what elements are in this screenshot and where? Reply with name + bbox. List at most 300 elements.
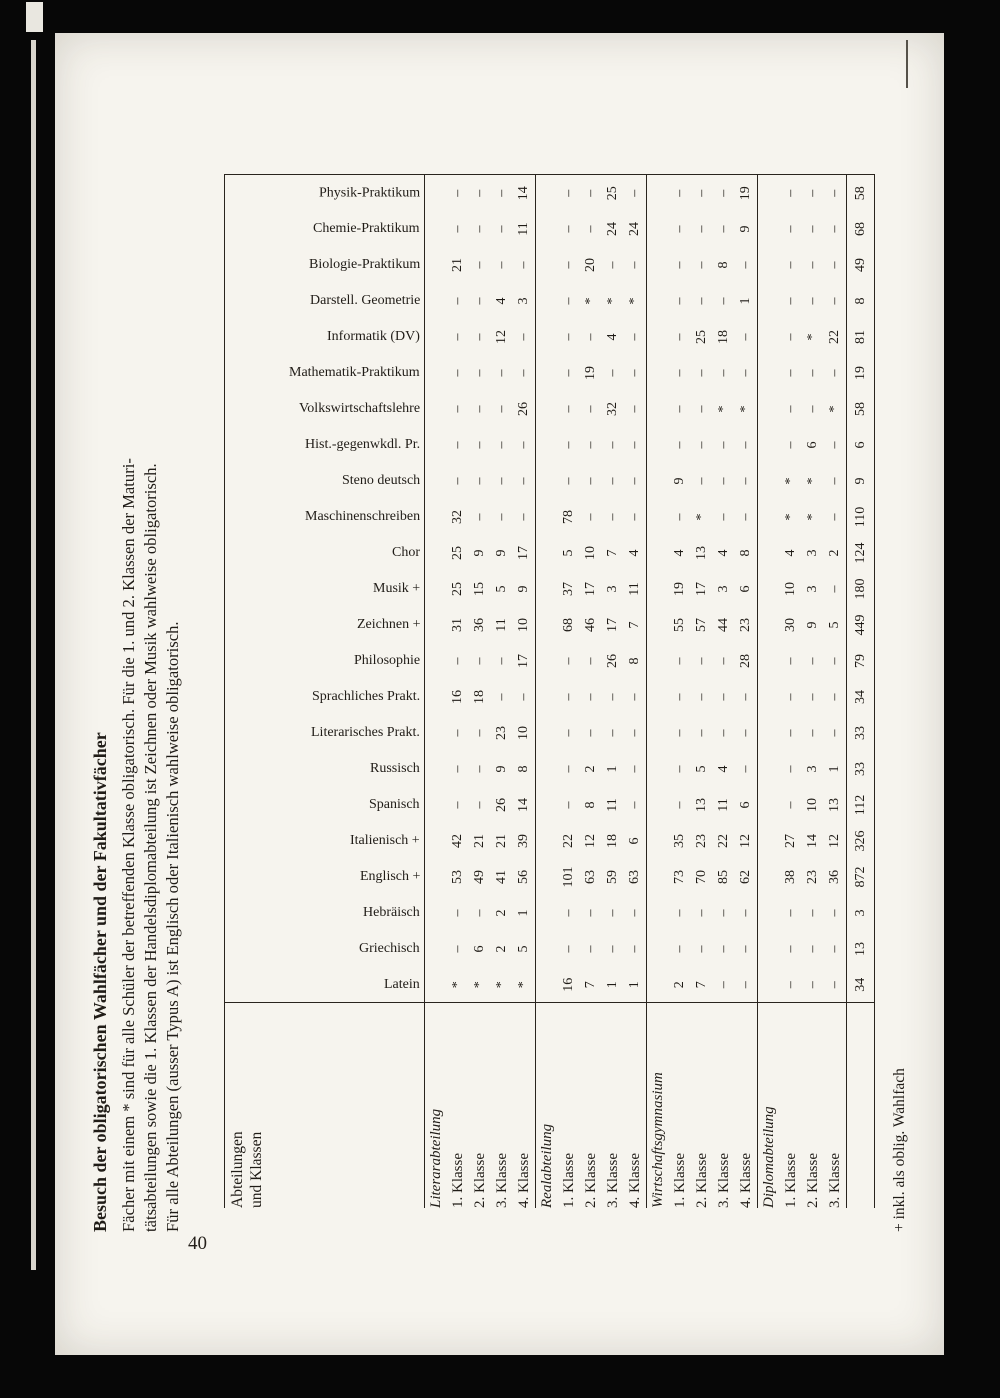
value-cell bbox=[425, 751, 448, 787]
value-cell: – bbox=[516, 369, 531, 377]
column-header bbox=[225, 679, 425, 715]
value-cell bbox=[647, 319, 670, 355]
value-cell bbox=[425, 859, 448, 895]
value-cell: – bbox=[716, 369, 731, 377]
value-cell: – bbox=[694, 909, 709, 917]
value-cell: 30 bbox=[783, 618, 798, 632]
value-cell: – bbox=[827, 297, 842, 305]
class-row bbox=[780, 175, 802, 1208]
value-cell: – bbox=[783, 369, 798, 377]
value-cell: 63 bbox=[583, 870, 598, 884]
value-cell: – bbox=[605, 513, 620, 521]
value-cell: – bbox=[583, 513, 598, 521]
value-cell: – bbox=[580, 175, 602, 211]
row-label: 4. Klasse bbox=[515, 1153, 532, 1208]
value-cell: – bbox=[672, 657, 687, 665]
column-header-label: Englisch + bbox=[359, 869, 420, 884]
column-header-label: Philosophie bbox=[353, 653, 420, 668]
column-header-label: Biologie-Praktikum bbox=[308, 257, 420, 272]
value-cell: 33 bbox=[847, 751, 875, 787]
value-cell: 19 bbox=[672, 582, 687, 596]
value-cell: 25 bbox=[602, 175, 624, 211]
value-cell: – bbox=[472, 441, 487, 449]
value-cell bbox=[758, 211, 781, 247]
value-cell: – bbox=[583, 225, 598, 233]
value-cell: 6 bbox=[805, 441, 820, 449]
value-cell: – bbox=[605, 261, 620, 269]
value-cell: – bbox=[805, 729, 820, 737]
value-cell: 18 bbox=[605, 834, 620, 848]
group-label: Realabteilung bbox=[536, 1003, 559, 1208]
value-cell: – bbox=[472, 297, 487, 305]
column-header-label: Chor bbox=[392, 545, 420, 560]
value-cell: – bbox=[494, 477, 509, 485]
value-cell: 21 bbox=[472, 834, 487, 848]
totals-row bbox=[847, 175, 875, 1208]
column-header-label: Latein bbox=[384, 976, 420, 992]
value-cell bbox=[758, 499, 781, 535]
value-cell: 10 bbox=[805, 798, 820, 812]
column-header-label: Volkswirtschaftslehre bbox=[298, 401, 420, 416]
value-cell: – bbox=[494, 657, 509, 665]
value-cell: 36 bbox=[827, 870, 842, 884]
column-header bbox=[225, 715, 425, 751]
row-label: 1. Klasse bbox=[671, 1153, 688, 1208]
value-cell: – bbox=[516, 261, 531, 269]
column-header-label: Russisch bbox=[370, 761, 420, 776]
value-cell: 23 bbox=[805, 870, 820, 884]
value-cell: – bbox=[627, 945, 642, 953]
value-cell: – bbox=[472, 477, 487, 485]
value-cell: 42 bbox=[450, 834, 465, 848]
value-cell: – bbox=[738, 513, 753, 521]
value-cell: – bbox=[450, 225, 465, 233]
value-cell: 53 bbox=[450, 870, 465, 884]
value-cell bbox=[536, 247, 559, 283]
value-cell: – bbox=[627, 765, 642, 773]
value-cell: – bbox=[738, 693, 753, 701]
value-cell: 23 bbox=[494, 726, 509, 740]
value-cell: – bbox=[805, 261, 820, 269]
value-cell: * bbox=[469, 967, 491, 1003]
value-cell: * bbox=[716, 405, 731, 413]
value-cell: 8 bbox=[716, 261, 731, 269]
value-cell bbox=[425, 931, 448, 967]
value-cell: – bbox=[472, 909, 487, 917]
value-cell: – bbox=[672, 513, 687, 521]
value-cell: – bbox=[738, 441, 753, 449]
value-cell: 17 bbox=[583, 582, 598, 596]
value-cell: – bbox=[583, 477, 598, 485]
value-cell: – bbox=[561, 477, 576, 485]
value-cell: – bbox=[672, 945, 687, 953]
value-cell: 34 bbox=[847, 967, 875, 1003]
column-header bbox=[225, 895, 425, 931]
value-cell: 9 bbox=[738, 225, 753, 233]
value-cell: – bbox=[472, 513, 487, 521]
value-cell: – bbox=[561, 801, 576, 809]
value-cell: – bbox=[583, 945, 598, 953]
value-cell bbox=[425, 427, 448, 463]
class-row bbox=[713, 175, 735, 1208]
value-cell: 180 bbox=[847, 571, 875, 607]
value-cell: – bbox=[561, 729, 576, 737]
value-cell: – bbox=[627, 369, 642, 377]
value-cell: 55 bbox=[672, 618, 687, 632]
row-label: 1. Klasse bbox=[782, 1153, 799, 1208]
value-cell: – bbox=[827, 225, 842, 233]
value-cell: – bbox=[827, 657, 842, 665]
value-cell: 57 bbox=[694, 618, 709, 632]
value-cell bbox=[536, 607, 559, 643]
subjects-table bbox=[224, 175, 875, 1209]
page-number: 40 bbox=[188, 1233, 207, 1254]
value-cell: – bbox=[605, 369, 620, 377]
value-cell: 9 bbox=[472, 549, 487, 557]
value-cell: – bbox=[716, 945, 731, 953]
value-cell: – bbox=[494, 441, 509, 449]
column-header bbox=[225, 319, 425, 355]
value-cell bbox=[758, 571, 781, 607]
value-cell: 9 bbox=[672, 477, 687, 485]
value-cell: – bbox=[561, 441, 576, 449]
value-cell: – bbox=[780, 967, 802, 1003]
value-cell bbox=[647, 211, 670, 247]
value-cell: 9 bbox=[516, 585, 531, 593]
value-cell: 18 bbox=[716, 330, 731, 344]
value-cell: – bbox=[827, 261, 842, 269]
column-header-label: Zeichnen + bbox=[356, 617, 420, 632]
value-cell bbox=[425, 355, 448, 391]
value-cell: – bbox=[450, 729, 465, 737]
value-cell: – bbox=[783, 297, 798, 305]
value-cell: 68 bbox=[561, 618, 576, 632]
value-cell bbox=[647, 463, 670, 499]
value-cell bbox=[425, 535, 448, 571]
value-cell: 19 bbox=[735, 175, 758, 211]
value-cell: 5 bbox=[494, 585, 509, 593]
value-cell: – bbox=[783, 405, 798, 413]
class-row bbox=[735, 175, 758, 1208]
value-cell: – bbox=[516, 693, 531, 701]
group-row bbox=[536, 175, 559, 1208]
value-cell: – bbox=[716, 729, 731, 737]
value-cell: – bbox=[627, 333, 642, 341]
value-cell: 4 bbox=[605, 333, 620, 341]
value-cell: 3 bbox=[516, 297, 531, 305]
value-cell: – bbox=[783, 225, 798, 233]
value-cell: – bbox=[494, 225, 509, 233]
value-cell bbox=[425, 787, 448, 823]
column-header bbox=[225, 751, 425, 787]
value-cell: * bbox=[513, 967, 536, 1003]
value-cell: 11 bbox=[494, 618, 509, 632]
value-cell: – bbox=[694, 297, 709, 305]
book-page bbox=[55, 33, 944, 1355]
value-cell bbox=[758, 859, 781, 895]
value-cell: 4 bbox=[716, 765, 731, 773]
value-cell: 3 bbox=[847, 895, 875, 931]
value-cell: 14 bbox=[516, 798, 531, 812]
value-cell bbox=[758, 463, 781, 499]
value-cell: – bbox=[450, 333, 465, 341]
row-label: 3. Klasse bbox=[715, 1153, 732, 1208]
value-cell: 1 bbox=[605, 765, 620, 773]
value-cell: 3 bbox=[805, 549, 820, 557]
value-cell bbox=[536, 355, 559, 391]
value-cell: – bbox=[672, 261, 687, 269]
value-cell: 59 bbox=[605, 870, 620, 884]
column-header bbox=[225, 607, 425, 643]
value-cell bbox=[758, 319, 781, 355]
value-cell: – bbox=[805, 909, 820, 917]
value-cell: – bbox=[738, 909, 753, 917]
value-cell: 14 bbox=[513, 175, 536, 211]
value-cell: 7 bbox=[627, 621, 642, 629]
value-cell: – bbox=[583, 693, 598, 701]
value-cell: – bbox=[805, 369, 820, 377]
value-cell: – bbox=[494, 261, 509, 269]
value-cell bbox=[647, 175, 670, 211]
column-header-label: Musik + bbox=[372, 581, 420, 596]
column-header bbox=[225, 211, 425, 247]
value-cell: 2 bbox=[494, 945, 509, 953]
value-cell: 11 bbox=[716, 798, 731, 812]
value-cell: 1 bbox=[516, 909, 531, 917]
value-cell bbox=[647, 427, 670, 463]
value-cell: – bbox=[738, 945, 753, 953]
value-cell: – bbox=[583, 441, 598, 449]
value-cell: 78 bbox=[561, 510, 576, 524]
value-cell: – bbox=[472, 657, 487, 665]
value-cell: 2 bbox=[827, 549, 842, 557]
column-header-label: Literarisches Prakt. bbox=[311, 725, 420, 740]
row-label: 2. Klasse bbox=[471, 1153, 488, 1208]
value-cell: 1 bbox=[738, 297, 753, 305]
value-cell: 25 bbox=[450, 582, 465, 596]
value-cell: – bbox=[672, 297, 687, 305]
value-cell bbox=[536, 715, 559, 751]
column-header-label: Maschinenschreiben bbox=[304, 509, 420, 524]
value-cell: 15 bbox=[472, 582, 487, 596]
value-cell: – bbox=[561, 225, 576, 233]
value-cell bbox=[758, 607, 781, 643]
intro-paragraph-line: Für alle Abteilungen (ausser Typus A) ist Englisch oder Italienisch wahlweise obligatorisch. bbox=[163, 621, 182, 1232]
column-header bbox=[225, 535, 425, 571]
group-row bbox=[647, 175, 670, 1208]
value-cell: – bbox=[716, 225, 731, 233]
column-header bbox=[225, 499, 425, 535]
value-cell: – bbox=[694, 729, 709, 737]
group-label: Wirtschaftsgymnasium bbox=[647, 1003, 670, 1208]
value-cell: – bbox=[805, 297, 820, 305]
scan-artifact bbox=[31, 40, 36, 1270]
value-cell: – bbox=[561, 369, 576, 377]
group-row bbox=[425, 175, 448, 1208]
value-cell: – bbox=[472, 225, 487, 233]
value-cell: – bbox=[716, 477, 731, 485]
value-cell bbox=[536, 283, 559, 319]
value-cell: 22 bbox=[827, 330, 842, 344]
column-header-label: Italienisch + bbox=[350, 833, 420, 848]
value-cell: – bbox=[472, 729, 487, 737]
value-cell: 13 bbox=[827, 798, 842, 812]
value-cell: – bbox=[450, 405, 465, 413]
value-cell: – bbox=[516, 333, 531, 341]
value-cell: – bbox=[561, 333, 576, 341]
value-cell bbox=[536, 571, 559, 607]
value-cell: 6 bbox=[738, 585, 753, 593]
value-cell: – bbox=[783, 729, 798, 737]
totals-label bbox=[847, 1003, 875, 1208]
value-cell: 10 bbox=[783, 582, 798, 596]
value-cell: 27 bbox=[783, 834, 798, 848]
value-cell: – bbox=[716, 693, 731, 701]
value-cell: – bbox=[783, 765, 798, 773]
value-cell bbox=[425, 679, 448, 715]
value-cell bbox=[425, 247, 448, 283]
value-cell: 37 bbox=[561, 582, 576, 596]
value-cell: 17 bbox=[605, 618, 620, 632]
value-cell: 17 bbox=[516, 546, 531, 560]
value-cell: – bbox=[738, 333, 753, 341]
value-cell: 49 bbox=[847, 247, 875, 283]
value-cell: 17 bbox=[516, 654, 531, 668]
value-cell bbox=[425, 391, 448, 427]
value-cell: 3 bbox=[805, 765, 820, 773]
value-cell: – bbox=[827, 513, 842, 521]
value-cell bbox=[647, 283, 670, 319]
corner-header-line: Abteilungen bbox=[229, 1131, 246, 1208]
value-cell: – bbox=[738, 261, 753, 269]
value-cell: – bbox=[469, 175, 491, 211]
value-cell: – bbox=[583, 657, 598, 665]
value-cell bbox=[425, 319, 448, 355]
value-cell: – bbox=[716, 909, 731, 917]
value-cell bbox=[647, 931, 670, 967]
value-cell: – bbox=[672, 909, 687, 917]
value-cell: 8 bbox=[627, 657, 642, 665]
value-cell: – bbox=[672, 225, 687, 233]
value-cell bbox=[536, 319, 559, 355]
value-cell: – bbox=[561, 657, 576, 665]
value-cell: – bbox=[824, 175, 847, 211]
value-cell: – bbox=[583, 405, 598, 413]
row-label: 3. Klasse bbox=[604, 1153, 621, 1208]
value-cell: 872 bbox=[847, 859, 875, 895]
document-title: Besuch der obligatorischen Wahlfächer und der Fakultativfächer bbox=[90, 732, 110, 1232]
value-cell bbox=[647, 967, 670, 1003]
value-cell bbox=[758, 175, 781, 211]
value-cell: 23 bbox=[694, 834, 709, 848]
value-cell: – bbox=[605, 909, 620, 917]
value-cell: – bbox=[780, 175, 802, 211]
value-cell: – bbox=[672, 405, 687, 413]
value-cell: – bbox=[783, 909, 798, 917]
intro-paragraph-line: tätsabteilungen sowie die 1. Klassen der Handelsdiplomabteilung ist Zeichnen oder Musik wahlweise obligatorisch. bbox=[141, 463, 160, 1232]
value-cell: – bbox=[561, 765, 576, 773]
value-cell: 85 bbox=[716, 870, 731, 884]
value-cell: – bbox=[805, 945, 820, 953]
value-cell: * bbox=[805, 333, 820, 341]
value-cell bbox=[425, 967, 448, 1003]
row-label: 3. Klasse bbox=[826, 1153, 843, 1208]
value-cell: – bbox=[627, 477, 642, 485]
value-cell bbox=[647, 571, 670, 607]
value-cell bbox=[647, 535, 670, 571]
column-header bbox=[225, 283, 425, 319]
value-cell: – bbox=[783, 333, 798, 341]
value-cell: * bbox=[583, 297, 598, 305]
column-header bbox=[225, 859, 425, 895]
value-cell: * bbox=[783, 477, 798, 485]
value-cell: 34 bbox=[847, 679, 875, 715]
value-cell bbox=[647, 823, 670, 859]
value-cell: – bbox=[694, 477, 709, 485]
value-cell: 3 bbox=[805, 585, 820, 593]
value-cell: – bbox=[561, 405, 576, 413]
value-cell bbox=[758, 283, 781, 319]
class-row bbox=[558, 175, 580, 1208]
value-cell: 58 bbox=[847, 391, 875, 427]
value-cell bbox=[536, 211, 559, 247]
value-cell: 19 bbox=[847, 355, 875, 391]
value-cell: – bbox=[494, 369, 509, 377]
value-cell bbox=[647, 355, 670, 391]
value-cell bbox=[758, 931, 781, 967]
row-label: 1. Klasse bbox=[560, 1153, 577, 1208]
value-cell: 5 bbox=[516, 945, 531, 953]
value-cell: – bbox=[694, 225, 709, 233]
value-cell: 73 bbox=[672, 870, 687, 884]
value-cell bbox=[758, 643, 781, 679]
value-cell: 38 bbox=[783, 870, 798, 884]
value-cell: 12 bbox=[583, 834, 598, 848]
value-cell: 49 bbox=[472, 870, 487, 884]
corner-header bbox=[225, 1003, 425, 1208]
value-cell: * bbox=[627, 297, 642, 305]
value-cell: – bbox=[827, 585, 842, 593]
value-cell: – bbox=[450, 369, 465, 377]
value-cell bbox=[536, 535, 559, 571]
value-cell: 3 bbox=[605, 585, 620, 593]
value-cell: – bbox=[672, 693, 687, 701]
value-cell: 23 bbox=[738, 618, 753, 632]
class-row bbox=[624, 175, 647, 1208]
value-cell bbox=[758, 535, 781, 571]
value-cell: – bbox=[447, 175, 469, 211]
value-cell: – bbox=[627, 261, 642, 269]
column-header bbox=[225, 463, 425, 499]
value-cell: * bbox=[694, 513, 709, 521]
value-cell: 112 bbox=[847, 787, 875, 823]
column-header-label: Spanisch bbox=[369, 797, 420, 812]
value-cell: – bbox=[694, 369, 709, 377]
class-row bbox=[447, 175, 469, 1208]
value-cell: – bbox=[672, 729, 687, 737]
value-cell: – bbox=[450, 657, 465, 665]
value-cell: – bbox=[783, 801, 798, 809]
value-cell: – bbox=[605, 477, 620, 485]
value-cell: 6 bbox=[738, 801, 753, 809]
value-cell bbox=[758, 715, 781, 751]
value-cell: – bbox=[624, 175, 647, 211]
column-header bbox=[225, 643, 425, 679]
value-cell bbox=[647, 679, 670, 715]
value-cell: 39 bbox=[516, 834, 531, 848]
value-cell bbox=[425, 499, 448, 535]
value-cell: – bbox=[450, 909, 465, 917]
